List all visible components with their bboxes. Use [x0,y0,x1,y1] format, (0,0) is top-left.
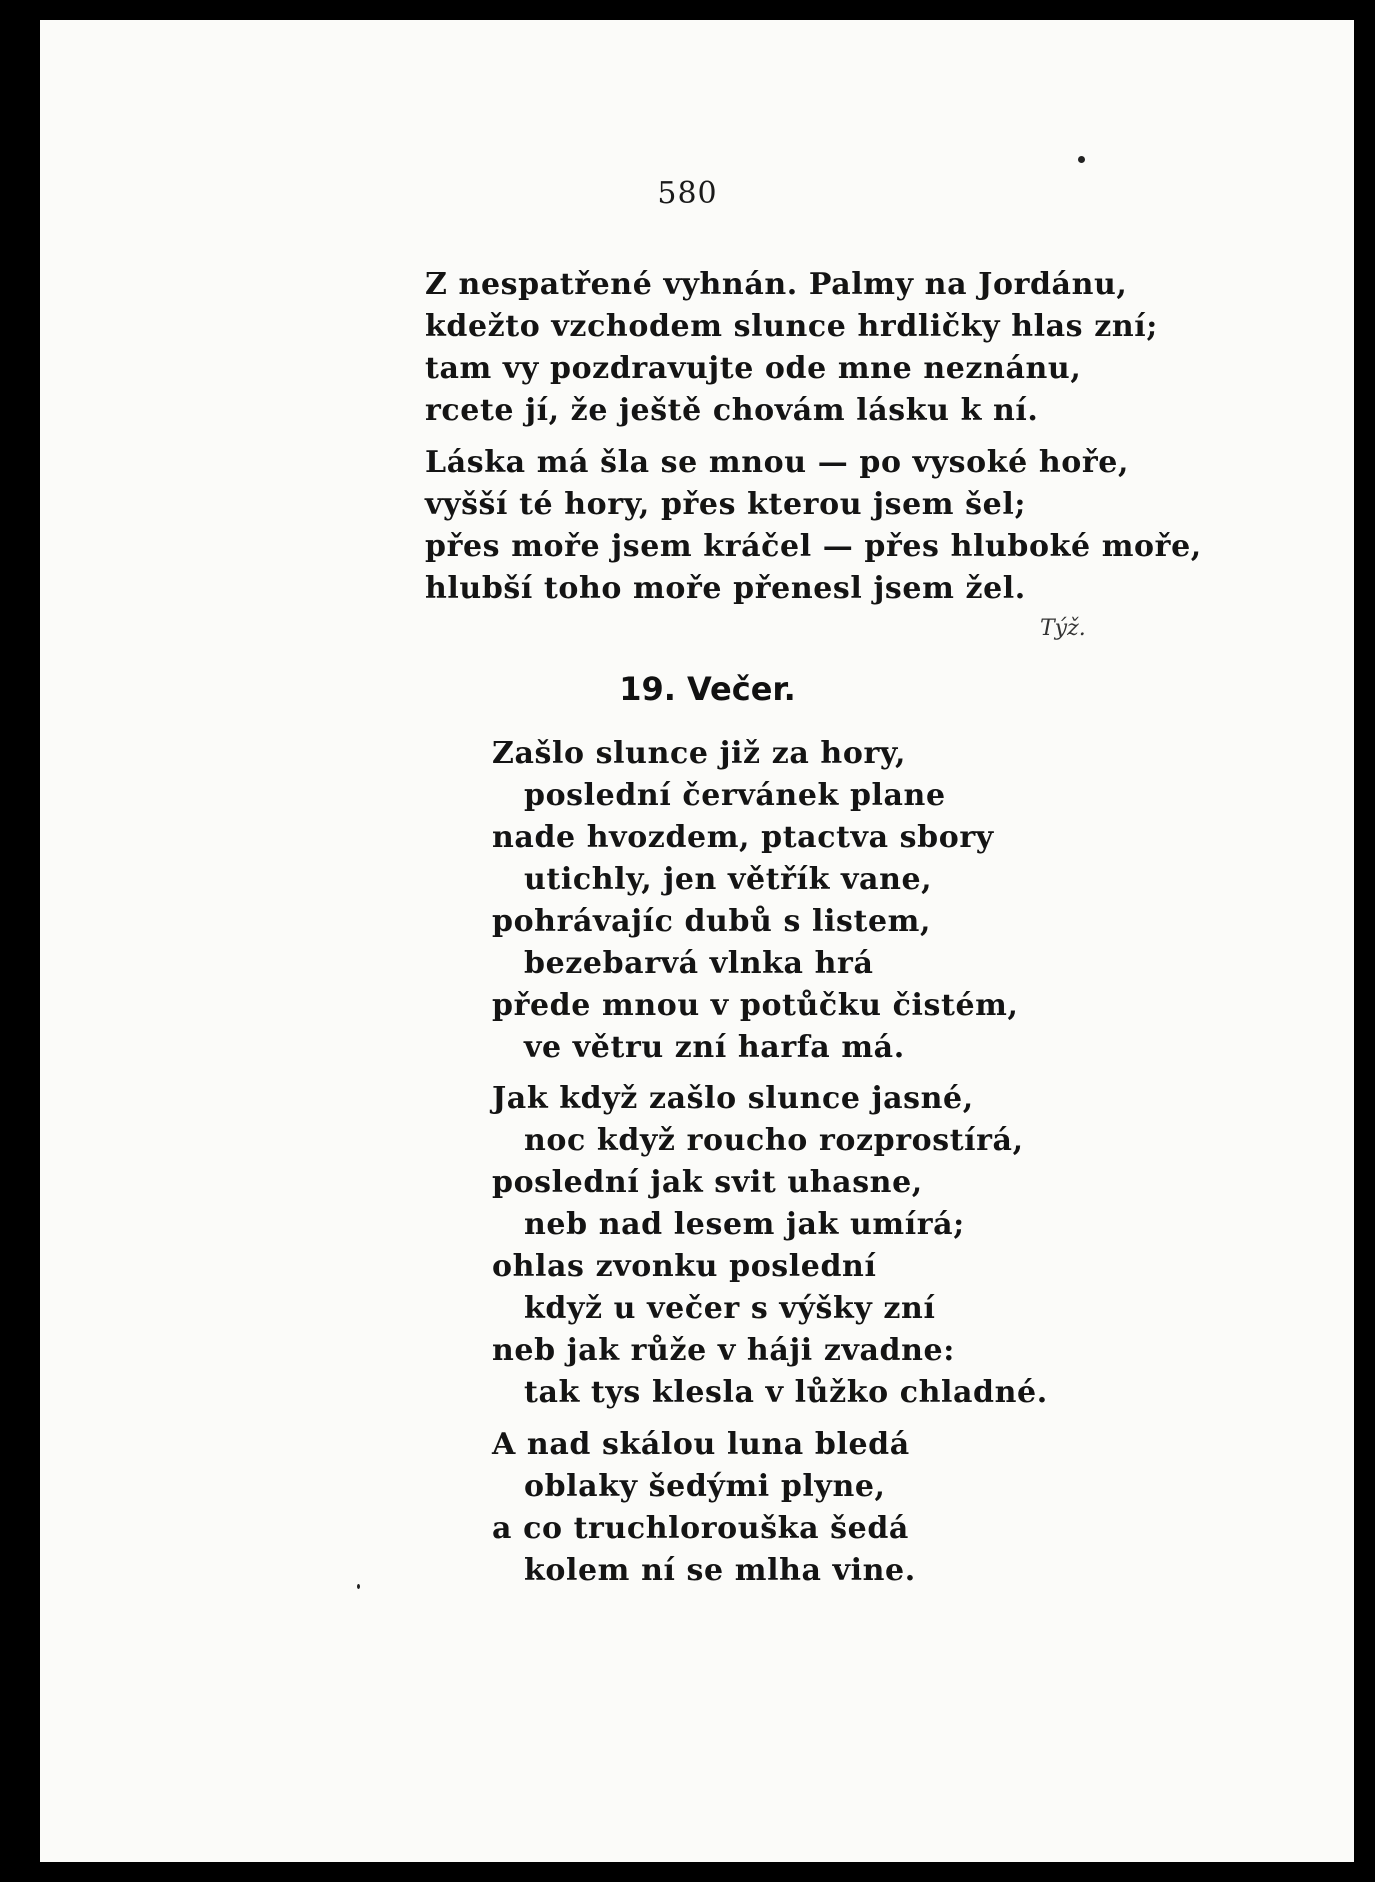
verse-line: oblaky šedými plyne, [524,1469,886,1504]
poem-stanza-2 [492,1078,1048,1414]
verse-line: přede mnou v potůčku čistém, [492,988,1019,1023]
previous-poem-stanza-1 [425,264,1158,432]
verse-line: a co truchlorouška šedá [492,1511,909,1546]
verse-line: tam vy pozdravujte ode mne neznánu, [425,351,1082,386]
previous-poem-stanza-2 [425,442,1202,610]
verse-line: poslední červánek plane [524,778,946,813]
verse-line: neb jak růže v háji zvadne: [492,1333,955,1368]
ink-speck [357,1584,360,1589]
verse-line: Jak když zašlo slunce jasné, [492,1081,974,1116]
verse-line: tak tys klesla v lůžko chladné. [524,1375,1048,1410]
attribution: Týž. [1040,616,1086,641]
verse-line: hlubší toho moře přenesl jsem žel. [425,571,1026,606]
verse-line: neb nad lesem jak umírá; [524,1207,965,1242]
poem-stanza-1 [492,733,1019,1069]
verse-line: noc když roucho rozprostírá, [524,1123,1024,1158]
verse-line: utichly, jen větřík vane, [524,862,933,897]
verse-line: vyšší té hory, přes kterou jsem šel; [425,487,1027,522]
verse-line: když u večer s výšky zní [524,1291,936,1326]
verse-line: nade hvozdem, ptactva sbory [492,820,994,855]
verse-line: kdežto vzchodem slunce hrdličky hlas zní; [425,309,1158,344]
verse-line: přes moře jsem kráčel — přes hluboké moře, [425,529,1202,564]
verse-line: ohlas zvonku poslední [492,1249,877,1284]
verse-line: ve větru zní harfa má. [524,1030,905,1065]
verse-line: kolem ní se mlha vine. [524,1553,916,1588]
ink-speck [1078,156,1085,163]
verse-line: Zašlo slunce již za hory, [492,736,907,771]
verse-line: rcete jí, že ještě chovám lásku k ní. [425,393,1039,428]
verse-line: bezebarvá vlnka hrá [524,946,874,981]
verse-line: poslední jak svit uhasne, [492,1165,923,1200]
verse-line: pohrávajíc dubů s listem, [492,904,932,939]
verse-line: Z nespatřené vyhnán. Palmy na Jordánu, [425,267,1128,302]
page-number: 580 [657,176,718,211]
verse-line: A nad skálou luna bledá [492,1427,910,1462]
poem-title: 19. Večer. [619,670,796,708]
poem-stanza-3 [492,1424,916,1592]
verse-line: Láska má šla se mnou — po vysoké hoře, [425,445,1130,480]
